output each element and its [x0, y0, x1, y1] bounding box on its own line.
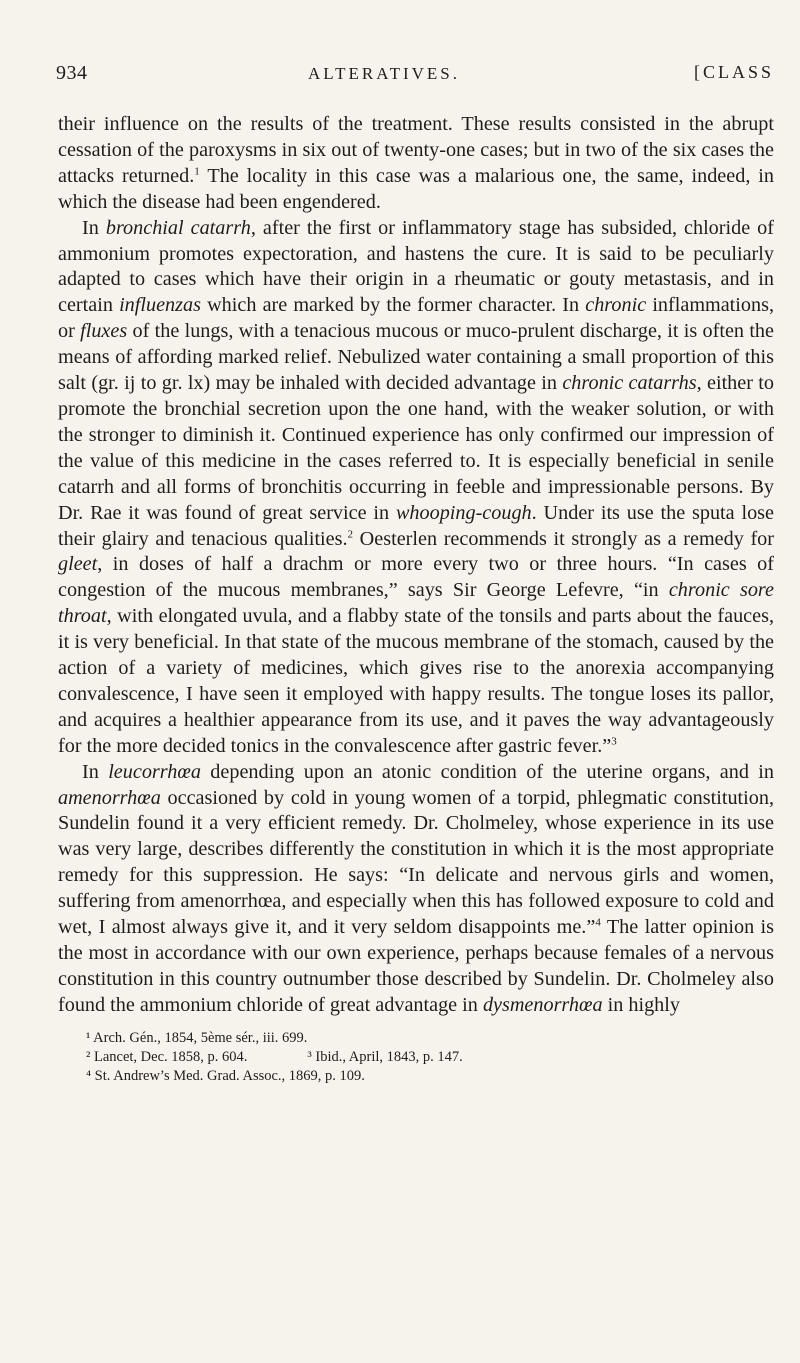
text-run: depending upon an atonic condition of the uterine organs, and in	[200, 760, 774, 783]
text-run: in highly	[602, 993, 680, 1016]
text-run: which are marked by the former character. In	[200, 294, 586, 317]
text-run: , either to promote the bronchial secretion upon the one hand, with the weaker solution, or with the stronger to diminish it. Continued experience has only confirmed our impression of the value of this medicine in the cases referred to. It is especially beneficial in senile catarrh and all forms of bronchitis occurring in feeble and impressionable persons. By Dr. Rae it was found of great service in	[58, 372, 774, 524]
text-run: occasioned by cold in young women of a torpid, phlegmatic constitution, Sundelin found it a very efficient remedy. Dr. Cholmeley, whose experience in its use was very large, describes differently the constitution in which it is the most appropriate remedy for this suppression. He says: “In delicate and nervous girls and women, suffering from amenorrhœa, and especially when this has followed exposure to cold and wet, I almost always give it, and it very seldom disappoints me.”	[58, 786, 774, 939]
section-title: ALTERATIVES.	[308, 64, 461, 83]
footnote-row	[86, 1067, 774, 1086]
text-run: inflammations, or	[58, 294, 774, 343]
book-page	[58, 52, 774, 1086]
footnote-row	[86, 1029, 774, 1048]
running-head	[58, 52, 774, 92]
text-run: . Under its use the sputa lose their glairy and tenacious qualities.	[58, 501, 774, 550]
text-run: In	[82, 760, 109, 783]
text-run: their influence on the results of the treatment. These results consisted in the abrupt cessation of the paroxysms in six out of twenty-one cases; but in two of the six cases the attacks returned.	[58, 113, 774, 187]
italic-term: influenzas	[119, 294, 201, 317]
footnote-marker: 1	[194, 165, 200, 178]
text-run: , in doses of half a drachm or more every two or three hours. “In cases of congestion of the mucous membranes,” says Sir George Lefevre, “in	[58, 553, 774, 602]
text-run: Oesterlen recommends it strongly as a remedy for	[353, 527, 774, 550]
italic-term: whooping-cough	[395, 501, 532, 524]
footnote: ⁴ St. Andrew’s Med. Grad. Assoc., 1869, p. 109.	[86, 1067, 365, 1084]
italic-term: gleet	[58, 553, 98, 576]
paragraph	[58, 216, 774, 760]
paragraph	[58, 112, 774, 216]
italic-term: chronic catarrhs	[562, 372, 697, 395]
text-run: , with elongated uvula, and a flabby state of the tonsils and parts about the fauces, it is very beneficial. In that state of the mucous membrane of the stomach, caused by the action of a variety of medicines, which gives rise to the anorexia accompanying convalescence, I have seen it employed with happy results. The tongue loses its pallor, and acquires a healthier appearance from its use, and it paves the way advantageously for the more decided tonics in the convalescence after gastric fever.”	[58, 605, 774, 757]
italic-term: chronic sore throat	[58, 579, 774, 628]
footnote: ² Lancet, Dec. 1858, p. 604.	[86, 1048, 248, 1065]
footnote: ³ Ibid., April, 1843, p. 147.	[307, 1048, 463, 1065]
footnote-marker: 4	[595, 916, 601, 929]
text-run: , after the first or inflammatory stage has subsided, chloride of ammonium promotes expectoration, and hastens the cure. It is said to be peculiarly adapted to cases which have their origin in a rheumatic or gouty metastasis, and in certain	[58, 216, 774, 317]
page-number: 934	[56, 62, 88, 84]
footnote-marker: 3	[611, 735, 617, 748]
italic-term: dysmenorrhœa	[482, 993, 603, 1016]
italic-term: amenorrhœa	[58, 786, 161, 809]
footnotes	[86, 1029, 774, 1086]
paragraph	[58, 760, 774, 1019]
text-run: The latter opinion is the most in accordance with our own experience, perhaps because females of a nervous constitution in this country outnumber those described by Sundelin. Dr. Cholmeley also found the ammonium chloride of great advantage in	[58, 916, 775, 1016]
text-run: In	[82, 216, 106, 239]
italic-term: fluxes	[80, 320, 128, 343]
class-label: [CLASS	[693, 62, 774, 82]
footnote-marker: 2	[347, 527, 354, 540]
text-run: of the lungs, with a tenacious mucous or muco-prulent discharge, it is often the means of affording marked relief. Nebulized water containing a small proportion of this salt (gr. ij to gr. lx) may be inhaled with decided advantage in	[58, 320, 774, 395]
italic-term: leucorrhœa	[108, 760, 201, 783]
body-text	[58, 112, 774, 1019]
text-run: The locality in this case was a malarious one, the same, indeed, in which the disease had been engendered.	[58, 164, 775, 213]
footnote: ¹ Arch. Gén., 1854, 5ème sér., iii. 699.	[86, 1029, 308, 1046]
italic-term: bronchial catarrh	[105, 216, 251, 239]
italic-term: chronic	[585, 294, 647, 317]
footnote-row	[86, 1048, 774, 1067]
